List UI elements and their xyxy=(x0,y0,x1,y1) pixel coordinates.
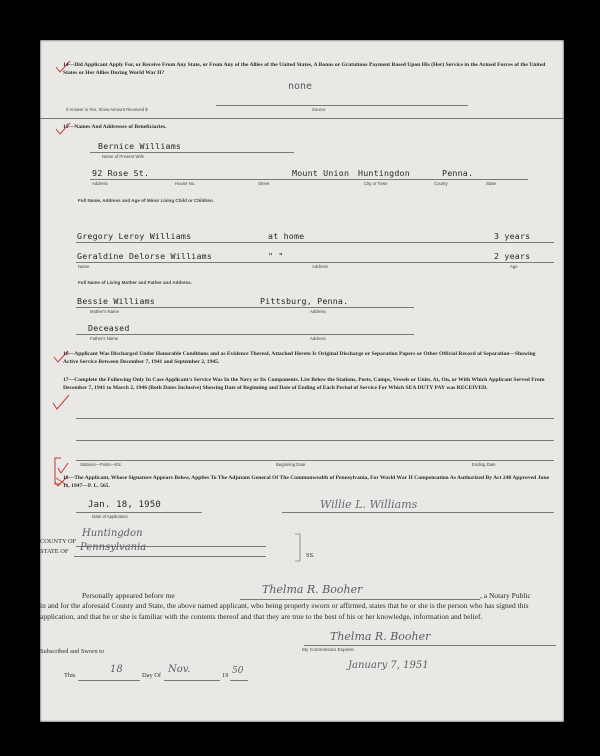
stations-caption: Stations—Posts—Etc. xyxy=(80,462,123,467)
mother-address-caption: Address xyxy=(310,309,326,314)
house-no-caption: House No. xyxy=(175,181,196,186)
state-value: Penna. xyxy=(442,168,474,178)
applicant-signature: Willie L. Williams xyxy=(320,498,418,511)
county-value-handwritten: Huntingdon xyxy=(82,528,143,539)
day-value: 18 xyxy=(110,664,123,675)
child-2-name: Geraldine Delorse Williams xyxy=(77,251,213,261)
commission-expires-value: January 7, 1951 xyxy=(348,660,429,671)
question-17-label: 17—Complete the Following Only In Case Applicant's Service Was In the Navy or Its Components. List Below the Stations, Posts, Camps, Vessels or Units, At, On, or With Which Applicant Served From December 7, 1941 to March 2, 1946 (Both Dates Inclusive) Showing Date of Beginning and Date of Ending of Each Period of Service For Which SEA DUTY PAY was RECEIVED. xyxy=(63,377,545,391)
ss-bracket-icon xyxy=(292,533,304,563)
parents-label: Full Name of Living Mother and Father and Address. xyxy=(78,280,192,285)
mother-address: Pittsburg, Penna. xyxy=(260,296,349,306)
state-of-label: STATE OF xyxy=(40,548,69,555)
child-1-name: Gregory Leroy Williams xyxy=(77,231,192,241)
city-caption: City or Town xyxy=(364,181,388,186)
red-check-mark-icon xyxy=(52,394,70,412)
address-caption: Address xyxy=(92,181,108,186)
source-label: Source xyxy=(312,107,326,112)
month-value: Nov. xyxy=(168,664,191,675)
year-value: 50 xyxy=(232,666,244,676)
beginning-date-caption: Beginning Date xyxy=(276,462,306,467)
house-address: 92 Rose St. xyxy=(92,168,150,178)
county-value: Huntingdon xyxy=(358,168,410,178)
document-page xyxy=(40,40,564,722)
question-15-label: 15—Names And Addresses of Beneficiaries. xyxy=(63,124,167,130)
mother-name-caption: Mother's Name xyxy=(90,309,119,314)
notary-public-text: , a Notary Public xyxy=(480,591,531,600)
question-14-label: 14—Did Applicant Apply For, or Receive From Any State, or From Any of the Allies of the United States, A Bonus or Gratuitous Payment Based Upon His (Her) Service in the Armed Forces of the United States or Her Allies During World War II? xyxy=(63,62,546,76)
father-name-caption: Father's Name xyxy=(90,336,119,341)
father-name: Deceased xyxy=(88,323,130,333)
city-value: Mount Union xyxy=(292,168,350,178)
state-caption: State xyxy=(486,181,497,186)
appeared-before-text: Personally appeared before me xyxy=(82,591,175,600)
year-prefix: 19 xyxy=(222,672,229,679)
father-address-caption: Address xyxy=(310,336,326,341)
state-value-handwritten: Pennsylvania xyxy=(80,542,147,553)
street-caption: Street xyxy=(258,181,270,186)
notary-body-text: in and for the aforesaid County and State, the above named applicant, who being properly sworn or affirmed, states that he or she is the person who has signed this application, and that he or she is familiar with the contents thereof and that they are true to the best of his or her knowledge, information and belief. xyxy=(40,601,529,621)
wife-name-caption: Name of Present Wife xyxy=(102,154,145,159)
child-1-address: at home xyxy=(268,231,305,241)
child-age-caption: Age xyxy=(510,264,518,269)
children-label: Full Name, Address and Age of Minor Living Child or Children. xyxy=(78,198,214,203)
bonus-answer: none xyxy=(288,81,313,92)
child-2-address: " " xyxy=(268,251,284,261)
commission-expires-label: My Commission Expires: xyxy=(302,648,355,653)
wife-name: Bernice Williams xyxy=(98,141,182,151)
ss-label: SS. xyxy=(306,552,315,559)
day-of-label: Day Of xyxy=(142,672,161,679)
child-1-age: 3 years xyxy=(494,231,531,241)
notary-signature: Thelma R. Booher xyxy=(330,630,431,643)
ending-date-caption: Ending Date xyxy=(472,462,496,467)
question-18-label: 18—The Applicant, Whose Signature Appears Below, Applies To The Adjutant General Of The Commonwealth of Pennsylvania, For World War II Compensation As Authorized By Act 248 Approved June 11, 1947—P. L. 565. xyxy=(63,475,550,489)
this-label: This xyxy=(64,672,76,679)
notary-name-handwritten: Thelma R. Booher xyxy=(262,583,363,596)
application-date: Jan. 18, 1950 xyxy=(88,500,162,510)
county-of-label: COUNTY OF xyxy=(40,538,77,545)
subscribed-label: Subscribed and Sworn to xyxy=(40,648,105,655)
child-name-caption: Name xyxy=(78,264,90,269)
child-address-caption: Address xyxy=(312,264,328,269)
child-2-age: 2 years xyxy=(494,251,531,261)
if-yes-amount-label: If Answer is Yes, Show Amount Received $ xyxy=(66,107,148,112)
county-caption: County xyxy=(434,181,448,186)
question-16-label: 16—Applicant Was Discharged Under Honorable Conditions and as Evidence Thereof, Attached Hereto Is Original Discharge or Separation Papers or Other Official Record of Separation—Showing Active Service Between December 7, 1941 and September 2, 1945. xyxy=(63,351,536,365)
application-date-caption: Date of Application xyxy=(92,514,128,519)
mother-name: Bessie Williams xyxy=(77,296,155,306)
